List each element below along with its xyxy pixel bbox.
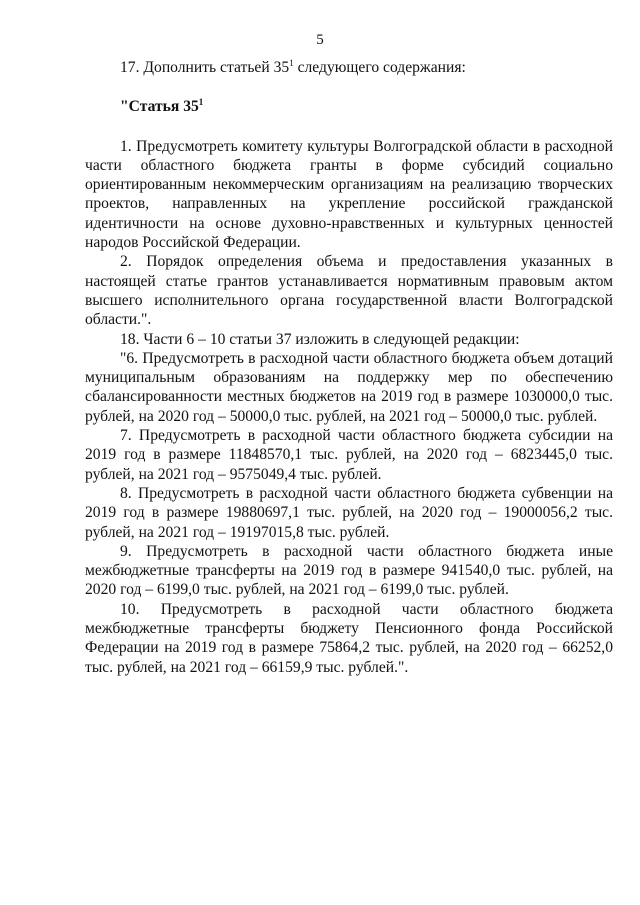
- document-body: [85, 58, 613, 677]
- paragraph-part-6: "6. Предусмотреть в расходной части областного бюджета объем дотаций муниципальным образованиям на поддержку мер по обеспечению сбалансированности местных бюджетов на 2019 год в размере 1030000,0 тыс. рублей, на 2020 год – 50000,0 тыс. рублей, на 2021 год – 50000,0 тыс. рублей.: [85, 349, 613, 425]
- amendment-17-tail: следующего содержания:: [293, 59, 466, 76]
- paragraph-article-35-1-part-2: 2. Порядок определения объема и предоставления указанных в настоящей статье грантов устанавливается нормативным правовым актом высшего исполнительного органа государственной власти Волгоградской области.".: [85, 253, 613, 329]
- amendment-17-superscript: 1: [289, 57, 294, 68]
- paragraph-article-35-1-part-1: 1. Предусмотреть комитету культуры Волгоградской области в расходной части областного бюджета гранты в форме субсидий социально ориентированным некоммерческим организациям на реализацию творческих проектов, направленных на укрепление российской гражданской идентичности на основе духовно-нравственных и культурных ценностей народов Российской Федерации.: [85, 137, 613, 252]
- amendment-17-text: 17. Дополнить статьей 35: [120, 59, 290, 76]
- paragraph-part-7: 7. Предусмотреть в расходной части областного бюджета субсидии на 2019 год в размере 11848570,1 тыс. рублей, на 2020 год – 6823445,0 тыс. рублей, на 2021 год – 9575049,4 тыс. рублей.: [85, 427, 613, 483]
- amendment-17: [85, 58, 613, 77]
- paragraph-part-8: 8. Предусмотреть в расходной части областного бюджета субвенции на 2019 год в размере 19880697,1 тыс. рублей, на 2020 год – 19000056,2 тыс. рублей, на 2021 год – 19197015,8 тыс. рублей.: [85, 484, 613, 541]
- article-heading-superscript: 1: [198, 97, 204, 108]
- page-number: 5: [316, 32, 324, 48]
- paragraph-part-9: 9. Предусмотреть в расходной части областного бюджета иные межбюджетные трансферты на 2019 год в размере 941540,0 тыс. рублей, на 2020 год – 6199,0 тыс. рублей, на 2021 год – 6199,0 тыс. рублей.: [85, 542, 613, 599]
- amendment-18: 18. Части 6 – 10 статьи 37 изложить в следующей редакции:: [120, 330, 520, 348]
- article-heading: [85, 97, 613, 116]
- paragraph-part-10: 10. Предусмотреть в расходной части областного бюджета межбюджетные трансферты бюджету Пенсионного фонда Российской Федерации на 2019 год в размере 75864,2 тыс. рублей, на 2020 год – 66252,0 тыс. рублей, на 2021 год – 66159,9 тыс. рублей.".: [85, 600, 613, 676]
- article-heading-text: "Статья 35: [120, 98, 199, 116]
